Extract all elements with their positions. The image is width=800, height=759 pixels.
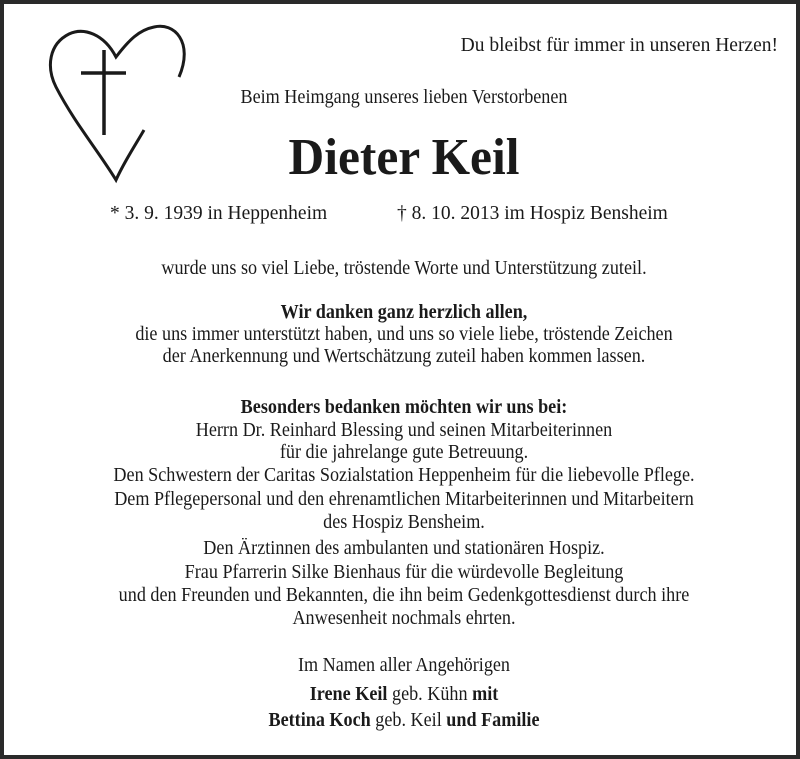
special-line: Herrn Dr. Reinhard Blessing und seinen Mitarbeiterinnen [195, 420, 613, 441]
intro-text: Beim Heimgang unseres lieben Verstorbenen [240, 87, 568, 108]
death-date: † 8. 10. 2013 im Hospiz Bensheim [397, 203, 668, 224]
special-line: und den Freunden und Bekannten, die ihn beim Gedenkgottesdienst durch ihre [118, 585, 690, 606]
deceased-name: Dieter Keil [288, 129, 520, 186]
signature-intro: Im Namen aller Angehörigen [297, 655, 511, 676]
thanks-heading: Wir danken ganz herzlich allen, [280, 302, 528, 323]
received-text: wurde uns so viel Liebe, tröstende Worte und Unterstützung zuteil. [161, 258, 647, 279]
special-line: Den Schwestern der Caritas Sozialstation Heppenheim für die liebevolle Pflege. [113, 465, 695, 486]
thanks-line: der Anerkennung und Wertschätzung zuteil haben kommen lassen. [162, 346, 646, 367]
special-line: Frau Pfarrerin Silke Bienhaus für die würdevolle Begleitung [184, 562, 624, 583]
special-heading: Besonders bedanken möchten wir uns bei: [240, 397, 568, 418]
signature-line-2: Bettina Koch geb. Keil und Familie [268, 710, 540, 731]
birth-date: * 3. 9. 1939 in Heppenheim [110, 203, 328, 224]
signature-line-1: Irene Keil geb. Kühn mit [309, 684, 499, 705]
thanks-line: die uns immer unterstützt haben, und uns so viele liebe, tröstende Zeichen [135, 324, 673, 345]
motto: Du bleibst für immer in unseren Herzen! [460, 35, 778, 56]
special-line: des Hospiz Bensheim. [323, 512, 485, 533]
special-line: Anwesenheit nochmals ehrten. [292, 608, 516, 629]
special-line: Dem Pflegepersonal und den ehrenamtlichen Mitarbeiterinnen und Mitarbeitern [114, 489, 694, 510]
special-line: Den Ärztinnen des ambulanten und stationären Hospiz. [203, 538, 605, 559]
special-line: für die jahrelange gute Betreuung. [279, 442, 529, 463]
